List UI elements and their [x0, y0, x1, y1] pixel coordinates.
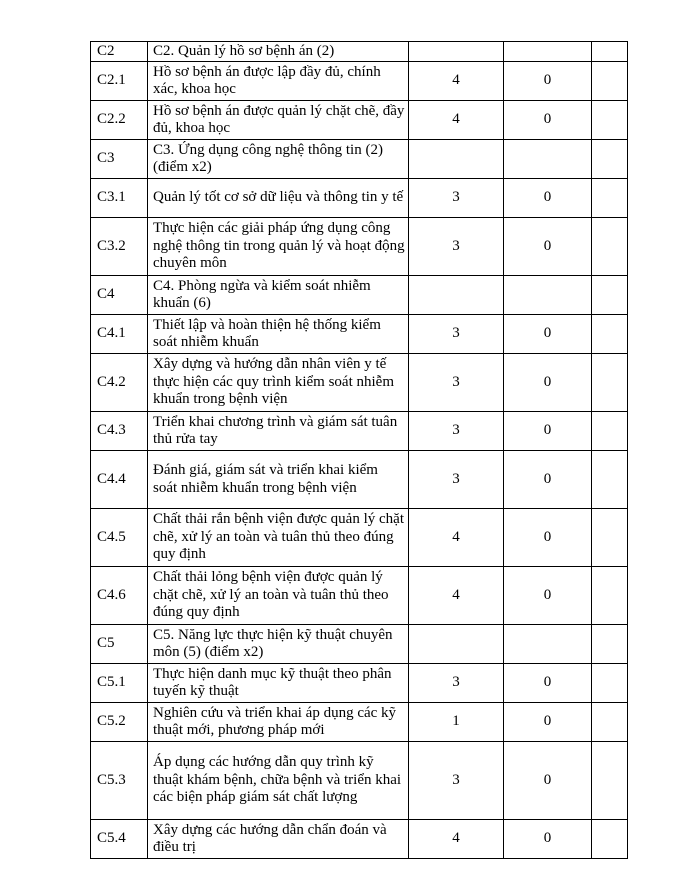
criterion-code-cell: C4.5: [91, 509, 148, 567]
criterion-code-cell: C5: [91, 625, 148, 664]
max-score-cell: 3: [409, 664, 504, 703]
table-row: [91, 315, 628, 354]
criterion-description-cell: Áp dụng các hướng dẫn quy trình kỹ thuật khám bệnh, chữa bệnh và triển khai các biện pháp giám sát chất lượng: [148, 742, 409, 820]
criterion-description-cell: C4. Phòng ngừa và kiểm soát nhiễm khuẩn (6): [148, 276, 409, 315]
criterion-description-cell: Thực hiện danh mục kỹ thuật theo phân tuyến kỹ thuật: [148, 664, 409, 703]
max-score-cell: 4: [409, 509, 504, 567]
table-row: [91, 62, 628, 101]
max-score-cell: [409, 625, 504, 664]
table-row: [91, 451, 628, 509]
max-score-cell: 3: [409, 451, 504, 509]
criterion-code-cell: C4.6: [91, 567, 148, 625]
max-score-cell: [409, 276, 504, 315]
note-cell: [592, 354, 628, 412]
achieved-score-cell: 0: [504, 218, 592, 276]
note-cell: [592, 218, 628, 276]
achieved-score-cell: 0: [504, 742, 592, 820]
achieved-score-cell: [504, 42, 592, 62]
criterion-description-cell: Hồ sơ bệnh án được lập đầy đủ, chính xác, khoa học: [148, 62, 409, 101]
criterion-description-cell: Nghiên cứu và triển khai áp dụng các kỹ thuật mới, phương pháp mới: [148, 703, 409, 742]
achieved-score-cell: 0: [504, 101, 592, 140]
note-cell: [592, 567, 628, 625]
achieved-score-cell: 0: [504, 354, 592, 412]
criterion-description-cell: Thực hiện các giải pháp ứng dụng công nghệ thông tin trong quản lý và hoạt động chuyên môn: [148, 218, 409, 276]
criterion-code-cell: C5.4: [91, 820, 148, 859]
max-score-cell: 3: [409, 218, 504, 276]
criterion-code-cell: C3.1: [91, 179, 148, 218]
criterion-description-cell: Chất thải lỏng bệnh viện được quản lý chặt chẽ, xử lý an toàn và tuân thủ theo đúng quy định: [148, 567, 409, 625]
table-row: [91, 42, 628, 62]
note-cell: [592, 140, 628, 179]
achieved-score-cell: 0: [504, 820, 592, 859]
table-row: [91, 140, 628, 179]
criterion-description-cell: Đánh giá, giám sát và triển khai kiểm soát nhiễm khuẩn trong bệnh viện: [148, 451, 409, 509]
table-row: [91, 742, 628, 820]
criterion-code-cell: C5.3: [91, 742, 148, 820]
max-score-cell: [409, 42, 504, 62]
criterion-description-cell: C2. Quản lý hồ sơ bệnh án (2): [148, 42, 409, 62]
table-row: [91, 820, 628, 859]
note-cell: [592, 276, 628, 315]
achieved-score-cell: 0: [504, 412, 592, 451]
table-row: [91, 567, 628, 625]
achieved-score-cell: 0: [504, 509, 592, 567]
max-score-cell: 4: [409, 820, 504, 859]
criterion-code-cell: C4.1: [91, 315, 148, 354]
achieved-score-cell: 0: [504, 62, 592, 101]
table-row: [91, 179, 628, 218]
max-score-cell: 3: [409, 315, 504, 354]
max-score-cell: 3: [409, 179, 504, 218]
criterion-code-cell: C4.4: [91, 451, 148, 509]
criterion-description-cell: Thiết lập và hoàn thiện hệ thống kiểm soát nhiễm khuẩn: [148, 315, 409, 354]
criterion-code-cell: C2: [91, 42, 148, 62]
criterion-code-cell: C3: [91, 140, 148, 179]
max-score-cell: 3: [409, 742, 504, 820]
note-cell: [592, 315, 628, 354]
criterion-description-cell: Quản lý tốt cơ sở dữ liệu và thông tin y tế: [148, 179, 409, 218]
note-cell: [592, 179, 628, 218]
note-cell: [592, 703, 628, 742]
achieved-score-cell: 0: [504, 703, 592, 742]
max-score-cell: 4: [409, 567, 504, 625]
criterion-code-cell: C2.2: [91, 101, 148, 140]
max-score-cell: 4: [409, 101, 504, 140]
table-row: [91, 625, 628, 664]
max-score-cell: 4: [409, 62, 504, 101]
criterion-code-cell: C4: [91, 276, 148, 315]
criterion-code-cell: C5.2: [91, 703, 148, 742]
criterion-description-cell: Triển khai chương trình và giám sát tuân thủ rửa tay: [148, 412, 409, 451]
achieved-score-cell: 0: [504, 664, 592, 703]
table-row: [91, 412, 628, 451]
note-cell: [592, 625, 628, 664]
max-score-cell: 3: [409, 412, 504, 451]
criterion-description-cell: C3. Ứng dụng công nghệ thông tin (2) (điểm x2): [148, 140, 409, 179]
table-row: [91, 101, 628, 140]
table-row: [91, 664, 628, 703]
criterion-description-cell: Xây dựng các hướng dẫn chẩn đoán và điều trị: [148, 820, 409, 859]
note-cell: [592, 101, 628, 140]
criteria-table-body: [91, 42, 628, 859]
table-row: [91, 703, 628, 742]
achieved-score-cell: 0: [504, 315, 592, 354]
criterion-description-cell: Hồ sơ bệnh án được quản lý chặt chẽ, đầy đủ, khoa học: [148, 101, 409, 140]
note-cell: [592, 509, 628, 567]
criterion-code-cell: C2.1: [91, 62, 148, 101]
achieved-score-cell: [504, 276, 592, 315]
achieved-score-cell: [504, 140, 592, 179]
note-cell: [592, 451, 628, 509]
note-cell: [592, 664, 628, 703]
criterion-description-cell: Chất thải rắn bệnh viện được quản lý chặt chẽ, xử lý an toàn và tuân thủ theo đúng quy định: [148, 509, 409, 567]
table-row: [91, 218, 628, 276]
note-cell: [592, 42, 628, 62]
max-score-cell: 3: [409, 354, 504, 412]
table-row: [91, 509, 628, 567]
criterion-code-cell: C4.3: [91, 412, 148, 451]
criterion-description-cell: C5. Năng lực thực hiện kỹ thuật chuyên môn (5) (điểm x2): [148, 625, 409, 664]
note-cell: [592, 412, 628, 451]
criterion-code-cell: C3.2: [91, 218, 148, 276]
criteria-table: [90, 41, 628, 859]
max-score-cell: 1: [409, 703, 504, 742]
max-score-cell: [409, 140, 504, 179]
note-cell: [592, 742, 628, 820]
note-cell: [592, 62, 628, 101]
criterion-code-cell: C4.2: [91, 354, 148, 412]
table-row: [91, 354, 628, 412]
achieved-score-cell: 0: [504, 451, 592, 509]
achieved-score-cell: 0: [504, 179, 592, 218]
criterion-description-cell: Xây dựng và hướng dẫn nhân viên y tế thực hiện các quy trình kiểm soát nhiễm khuẩn trong bệnh viện: [148, 354, 409, 412]
table-row: [91, 276, 628, 315]
note-cell: [592, 820, 628, 859]
achieved-score-cell: [504, 625, 592, 664]
criterion-code-cell: C5.1: [91, 664, 148, 703]
achieved-score-cell: 0: [504, 567, 592, 625]
